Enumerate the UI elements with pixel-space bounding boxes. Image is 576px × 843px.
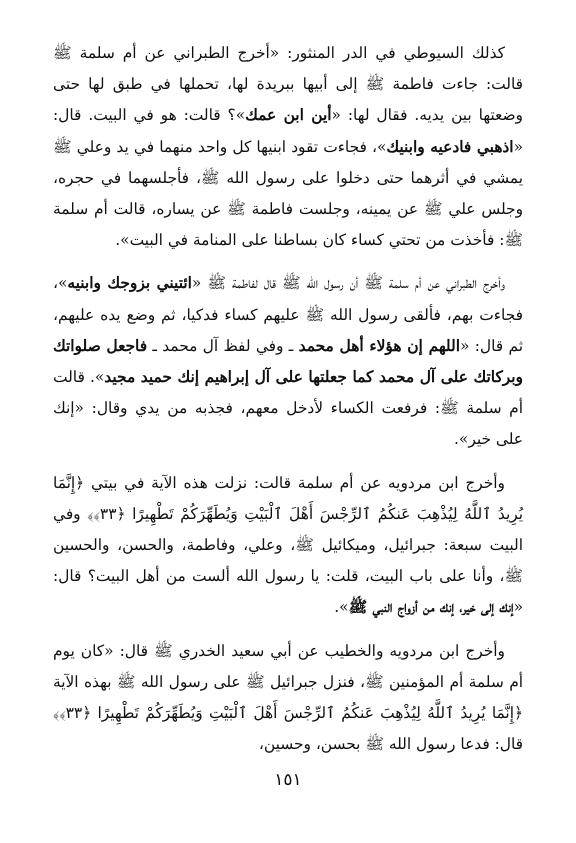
text-segment: وأخرج ابن مردويه والخطيب عن أبي سعيد الخدري ﷺ قال: «كان يوم أم سلمة أم المؤمنين ﷺ، فنزل جبرائيل ﷺ على رسول الله ﷺ بهذه الآية ﴿إِنَّمَا يُرِيدُ ٱللَّهُ لِيُذْهِبَ عَنكُمُ ٱلرِّجْسَ أَهْلَ ٱلْبَيْتِ وَيُطَهِّرَكُمْ تَطْهِيرًا ﴿٣٣﴾﴾ قال: فدعا رسول الله ﷺ بحسن، وحسين، <box>53 641 523 754</box>
quote-bold: ائتيني بزوجك وابنيه <box>67 274 192 293</box>
page-body <box>53 38 523 760</box>
text-segment: »، فجاءت تقود ابنيها كل واحد منهما في يد وعلي ﷺ يمشي في أثرهما حتى دخلوا على رسول الله ﷺ، فأجلسهما في حجره، وجلس علي ﷺ عن يمينه، وجلست فاطمة ﷺ عن يساره، قالت أم سلمة ﷺ: فأخذت من تحتي كساء كان بساطنا على المنامة في البيت». <box>53 137 523 250</box>
text-segment: ». <box>334 598 349 617</box>
page-number: ١٥١ <box>274 770 302 790</box>
text-segment: ـ وفي لفظ آل محمد ـ <box>147 336 299 355</box>
quote-bold: إنك إلى خير، إنك من أزواج النبي ﷺ <box>348 598 514 617</box>
quote-bold: فاجعل صلواتك وبركاتك على آل محمد كما جعلتها على آل إبراهيم إنك حميد مجيد <box>53 336 523 387</box>
quote-bold: اللهم إن هؤلاء أهل محمد <box>298 336 460 355</box>
paragraph-3 <box>53 468 523 624</box>
text-segment: ». قالت أم سلمة ﷺ: فرفعت الكساء لأدخل معهم، فجذبه من يدي وقال: «إنك على خير». <box>53 368 523 449</box>
quote-bold: أين ابن عمك <box>245 106 332 125</box>
text-segment: وأخرج ابن مردويه عن أم سلمة قالت: نزلت هذه الآية في بيتي ﴿إِنَّمَا يُرِيدُ ٱللَّهُ لِيُذْهِبَ عَنكُمُ ٱلرِّجْسَ أَهْلَ ٱلْبَيْتِ وَيُطَهِّرَكُمْ تَطْهِيرًا ﴿٣٣﴾﴾ وفي البيت سبعة: جبرائيل، وميكائيل ﷺ، وعلي، وفاطمة، والحسن، والحسين ﷺ، وأنا على باب البيت، قلت: يا رسول الله ألست من أهل البيت؟ قال: « <box>53 473 524 617</box>
book-page <box>53 38 523 818</box>
paragraph-4 <box>53 636 523 761</box>
paragraph-2 <box>53 268 523 455</box>
quote-bold: اذهبي فادعيه وابنيك <box>386 137 514 156</box>
text-segment: »؟ قالت: هو في البيت. قال: « <box>53 106 523 156</box>
paragraph-1 <box>53 38 523 256</box>
text-segment: »، فجاءت بهم، فألقى رسول الله ﷺ عليهم كساء فدكيا، ثم وضع يده عليهم، ثم قال: « <box>53 274 523 355</box>
text-segment: وأخرج الطبراني عن أم سلمة ﷺ أن رسول الله ﷺ قال لفاطمة ﷺ « <box>191 274 505 293</box>
text-segment: كذلك السيوطي في الدر المنثور: «أخرج الطبراني عن أم سلمة ﷺ قالت: جاءت فاطمة ﷺ إلى أبيها ببريدة لها، تحملها في طبق لها حتى وضعتها بين يديه. فقال لها: « <box>53 44 523 125</box>
